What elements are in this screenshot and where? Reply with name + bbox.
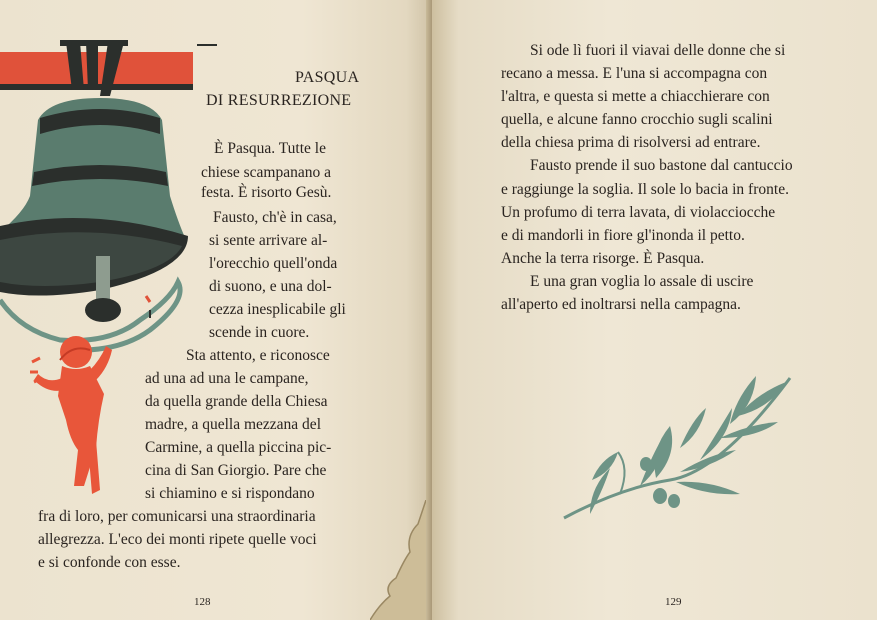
text-line: Fausto prende il suo bastone dal cantuccio [530, 157, 793, 174]
text-line: scende in cuore. [209, 324, 310, 341]
text-line: e raggiunge la soglia. Il sole lo bacia in fronte. [501, 181, 789, 198]
red-cherub [30, 336, 112, 494]
text-line: all'aperto ed inoltrarsi nella campagna. [501, 296, 741, 313]
text-line: e si confonde con esse. [38, 554, 181, 571]
text-line: della chiesa prima di risolversi ad entrare. [501, 134, 761, 151]
text-line: si chiamino e si rispondano [145, 485, 315, 502]
text-line: allegrezza. L'eco dei monti ripete quelle voci [38, 531, 317, 548]
title-line-2: DI RESURREZIONE [206, 92, 352, 109]
text-line: festa. È risorto Gesù. [201, 184, 332, 201]
text-line: E una gran voglia lo assale di uscire [530, 273, 754, 290]
text-line: Si ode lì fuori il viavai delle donne che si [530, 42, 786, 59]
text-line: di suono, e una dol- [209, 278, 332, 295]
text-line: Sta attento, e riconosce [186, 347, 330, 364]
text-line: Anche la terra risorge. È Pasqua. [501, 250, 705, 267]
text-line: da quella grande della Chiesa [145, 393, 328, 410]
text-line: l'orecchio quell'onda [209, 255, 338, 272]
text-line: Un profumo di terra lavata, di violacciocche [501, 204, 776, 221]
text-line: l'altra, e questa si mette a chiacchierare con [501, 88, 770, 105]
left-page [0, 0, 432, 620]
text-line: ad una ad una le campane, [145, 370, 309, 387]
right-page [432, 0, 877, 620]
text-line: madre, a quella mezzana del [145, 416, 321, 433]
olive-branch-icon [560, 368, 795, 526]
torn-page-edge [370, 500, 432, 620]
text-line: e di mandorli in fiore gl'inonda il petto. [501, 227, 745, 244]
text-line: Fausto, ch'è in casa, [213, 209, 337, 226]
text-line: recano a messa. E l'una si accompagna con [501, 65, 768, 82]
text-line: Carmine, a quella piccina pic- [145, 439, 332, 456]
page-number: 129 [665, 596, 682, 608]
title-line-1: PASQUA [295, 69, 360, 86]
text-line: È Pasqua. Tutte le [214, 140, 326, 157]
text-line: si sente arrivare al- [209, 232, 328, 249]
text-line: cina di San Giorgio. Pare che [145, 462, 327, 479]
page-number: 128 [194, 596, 211, 608]
text-line: chiese scampanano a [201, 164, 331, 181]
text-line: quella, e alcune fanno crocchio sugli scalini [501, 111, 773, 128]
text-line: fra di loro, per comunicarsi una straordinaria [38, 508, 316, 525]
text-line: cezza inesplicabile gli [209, 301, 346, 318]
